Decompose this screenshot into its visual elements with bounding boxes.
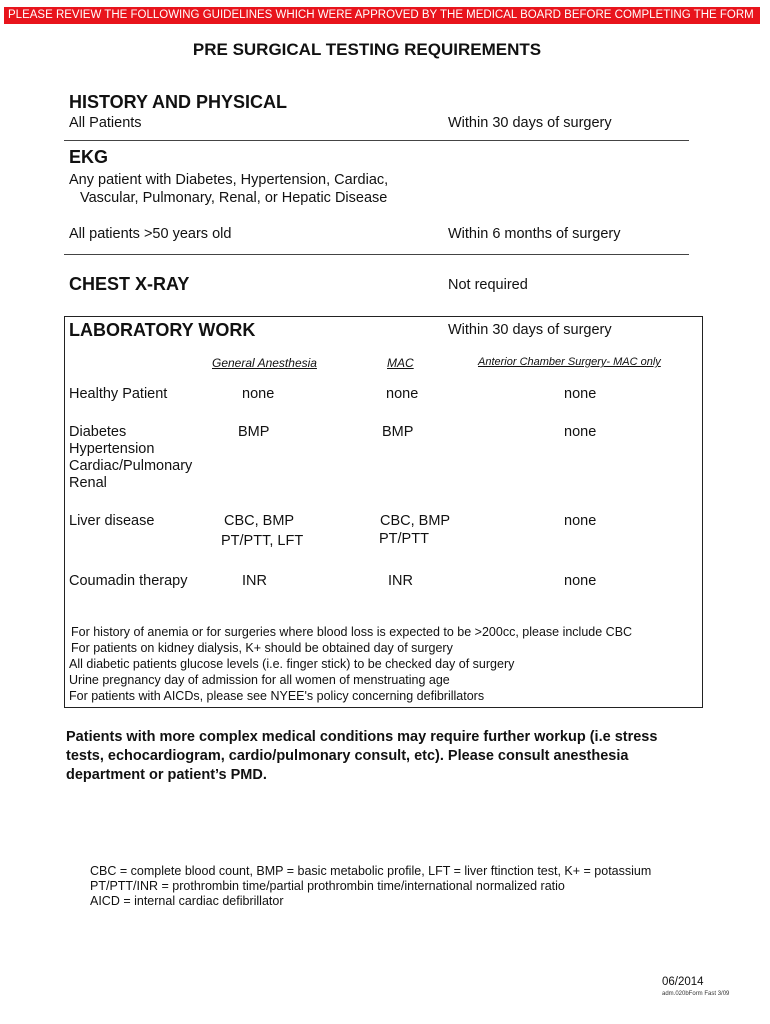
chest-xray-heading: CHEST X-RAY <box>69 274 190 294</box>
cell-general-anesthesia: INR <box>242 573 267 589</box>
ekg-criteria-line2: Vascular, Pulmonary, Renal, or Hepatic Disease <box>80 190 388 206</box>
row-label: Hypertension <box>69 441 155 457</box>
history-timing: Within 30 days of surgery <box>448 115 612 131</box>
abbreviation-line: PT/PTT/INR = prothrombin time/partial prothrombin time/international normalized ratio <box>90 879 565 893</box>
cell-general-anesthesia: BMP <box>238 424 270 440</box>
row-label: Diabetes <box>69 424 127 440</box>
section-divider <box>64 254 689 255</box>
cell-mac: none <box>386 386 419 402</box>
cell-mac: INR <box>388 573 413 589</box>
lab-note: Urine pregnancy day of admission for all women of menstruating age <box>69 673 450 687</box>
lab-note: For patients with AICDs, please see NYEE's policy concerning defibrillators <box>69 689 485 703</box>
column-general-anesthesia: General Anesthesia <box>212 356 317 370</box>
lab-note: All diabetic patients glucose levels (i.e. finger stick) to be checked day of surgery <box>69 657 515 671</box>
column-anterior-chamber: Anterior Chamber Surgery- MAC only <box>478 356 661 368</box>
cell-anterior-chamber: none <box>564 424 597 440</box>
cell-anterior-chamber: none <box>564 573 597 589</box>
ekg-criteria-line1: Any patient with Diabetes, Hypertension, Cardiac, <box>69 172 389 188</box>
page-title: PRE SURGICAL TESTING REQUIREMENTS <box>192 40 542 59</box>
complex-conditions-note: Patients with more complex medical conditions may require further workup (i.e stress tests, echocardiogram, cardio/pulmonary consult, etc). Please consult anesthesia department or patient’s PMD. <box>66 729 658 783</box>
cell-anterior-chamber: none <box>564 513 597 529</box>
revision-date: 06/2014 <box>662 976 704 988</box>
cell-mac: BMP <box>382 424 414 440</box>
cell-general-anesthesia: none <box>242 386 275 402</box>
cell-anterior-chamber: none <box>564 386 597 402</box>
lab-note: For history of anemia or for surgeries where blood loss is expected to be >200cc, please include CBC <box>71 625 633 639</box>
chest-xray-timing: Not required <box>448 277 528 293</box>
form-code: adm.020bForm Fast 3/09 <box>662 991 730 997</box>
cell-general-anesthesia: CBC, BMP <box>224 513 295 529</box>
row-label: Renal <box>69 475 107 491</box>
abbreviation-line: CBC = complete blood count, BMP = basic metabolic profile, LFT = liver ftinction test, K+ = potassium <box>90 864 652 878</box>
column-mac: MAC <box>387 356 414 370</box>
ekg-heading: EKG <box>69 147 109 167</box>
row-label: Healthy Patient <box>69 386 168 402</box>
row-label: Liver disease <box>69 513 155 529</box>
lab-timing: Within 30 days of surgery <box>448 322 612 338</box>
history-heading: HISTORY AND PHYSICAL <box>69 92 288 112</box>
ekg-age-criteria: All patients >50 years old <box>69 226 232 242</box>
approval-banner: PLEASE REVIEW THE FOLLOWING GUIDELINES WHICH WERE APPROVED BY THE MEDICAL BOARD BEFORE COMPLETING THE FORM <box>4 7 760 24</box>
abbreviation-line: AICD = internal cardiac defibrillator <box>90 894 284 908</box>
row-label: Coumadin therapy <box>69 573 188 589</box>
lab-note: For patients on kidney dialysis, K+ should be obtained day of surgery <box>71 641 453 655</box>
cell-general-anesthesia: PT/PTT, LFT <box>221 533 304 549</box>
row-label: Cardiac/Pulmonary <box>69 458 193 474</box>
lab-heading: LABORATORY WORK <box>69 320 256 340</box>
ekg-timing: Within 6 months of surgery <box>448 226 621 242</box>
history-patients: All Patients <box>69 115 142 131</box>
cell-mac: PT/PTT <box>379 531 429 547</box>
section-divider <box>64 140 689 141</box>
cell-mac: CBC, BMP <box>380 513 451 529</box>
